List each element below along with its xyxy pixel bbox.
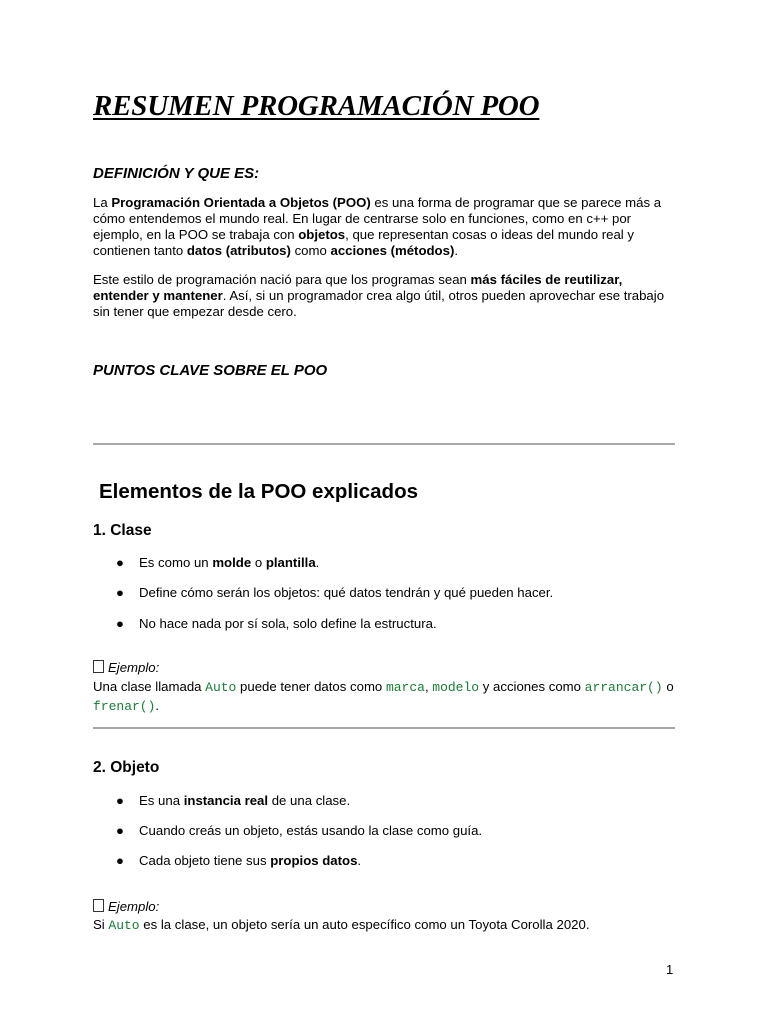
list-item: ● No hace nada por sí sola, solo define la estructura. bbox=[116, 616, 437, 631]
horizontal-divider bbox=[93, 443, 675, 445]
horizontal-divider bbox=[93, 727, 675, 729]
example-label: Ejemplo: bbox=[93, 660, 159, 676]
example-text: Una clase llamada Auto puede tener datos como marca, modelo y acciones como arrancar() o frenar(). bbox=[93, 679, 674, 714]
section-objeto-heading: 2. Objeto bbox=[93, 759, 160, 776]
missing-glyph-icon bbox=[93, 899, 104, 912]
example-text: Si Auto es la clase, un objeto sería un auto específico como un Toyota Corolla 2020. bbox=[93, 917, 590, 933]
missing-glyph-icon bbox=[93, 660, 104, 673]
section-clase-heading: 1. Clase bbox=[93, 522, 152, 539]
bullet-icon: ● bbox=[116, 823, 124, 838]
elements-heading: Elementos de la POO explicados bbox=[99, 480, 419, 503]
list-item: ● Cuando creás un objeto, estás usando la clase como guía. bbox=[116, 823, 483, 838]
bullet-icon: ● bbox=[116, 853, 124, 868]
definition-paragraph-1: La Programación Orientada a Objetos (POO) es una forma de programar que se parece más a cómo entendemos el mundo real. En lugar de centrarse solo en funciones, como en c++ por ejemplo, en la POO se trabaja con objetos, que representan cosas o ideas del mundo real y contienen tanto datos (atributos) como acciones (métodos). bbox=[93, 195, 662, 258]
definition-paragraph-2: Este estilo de programación nació para que los programas sean más fáciles de reutilizar, entender y mantener. Así, si un programador crea algo útil, otros pueden aprovechar ese trabajo sin tener que empezar desde cero. bbox=[93, 272, 665, 319]
document-title: RESUMEN PROGRAMACIÓN POO bbox=[93, 90, 540, 122]
list-item: ● Cada objeto tiene sus propios datos. bbox=[116, 853, 362, 868]
list-item: ● Es como un molde o plantilla. bbox=[116, 555, 320, 570]
page-number: 1 bbox=[666, 962, 674, 977]
list-item: ● Define cómo serán los objetos: qué datos tendrán y qué pueden hacer. bbox=[116, 585, 554, 600]
bullet-icon: ● bbox=[116, 616, 124, 631]
definition-heading: DEFINICIÓN Y QUE ES: bbox=[93, 165, 260, 182]
example-label: Ejemplo: bbox=[93, 899, 159, 915]
key-points-heading: PUNTOS CLAVE SOBRE EL POO bbox=[93, 362, 328, 379]
bullet-icon: ● bbox=[116, 585, 124, 600]
list-item: ● Es una instancia real de una clase. bbox=[116, 793, 351, 808]
bullet-icon: ● bbox=[116, 793, 124, 808]
bullet-icon: ● bbox=[116, 555, 124, 570]
